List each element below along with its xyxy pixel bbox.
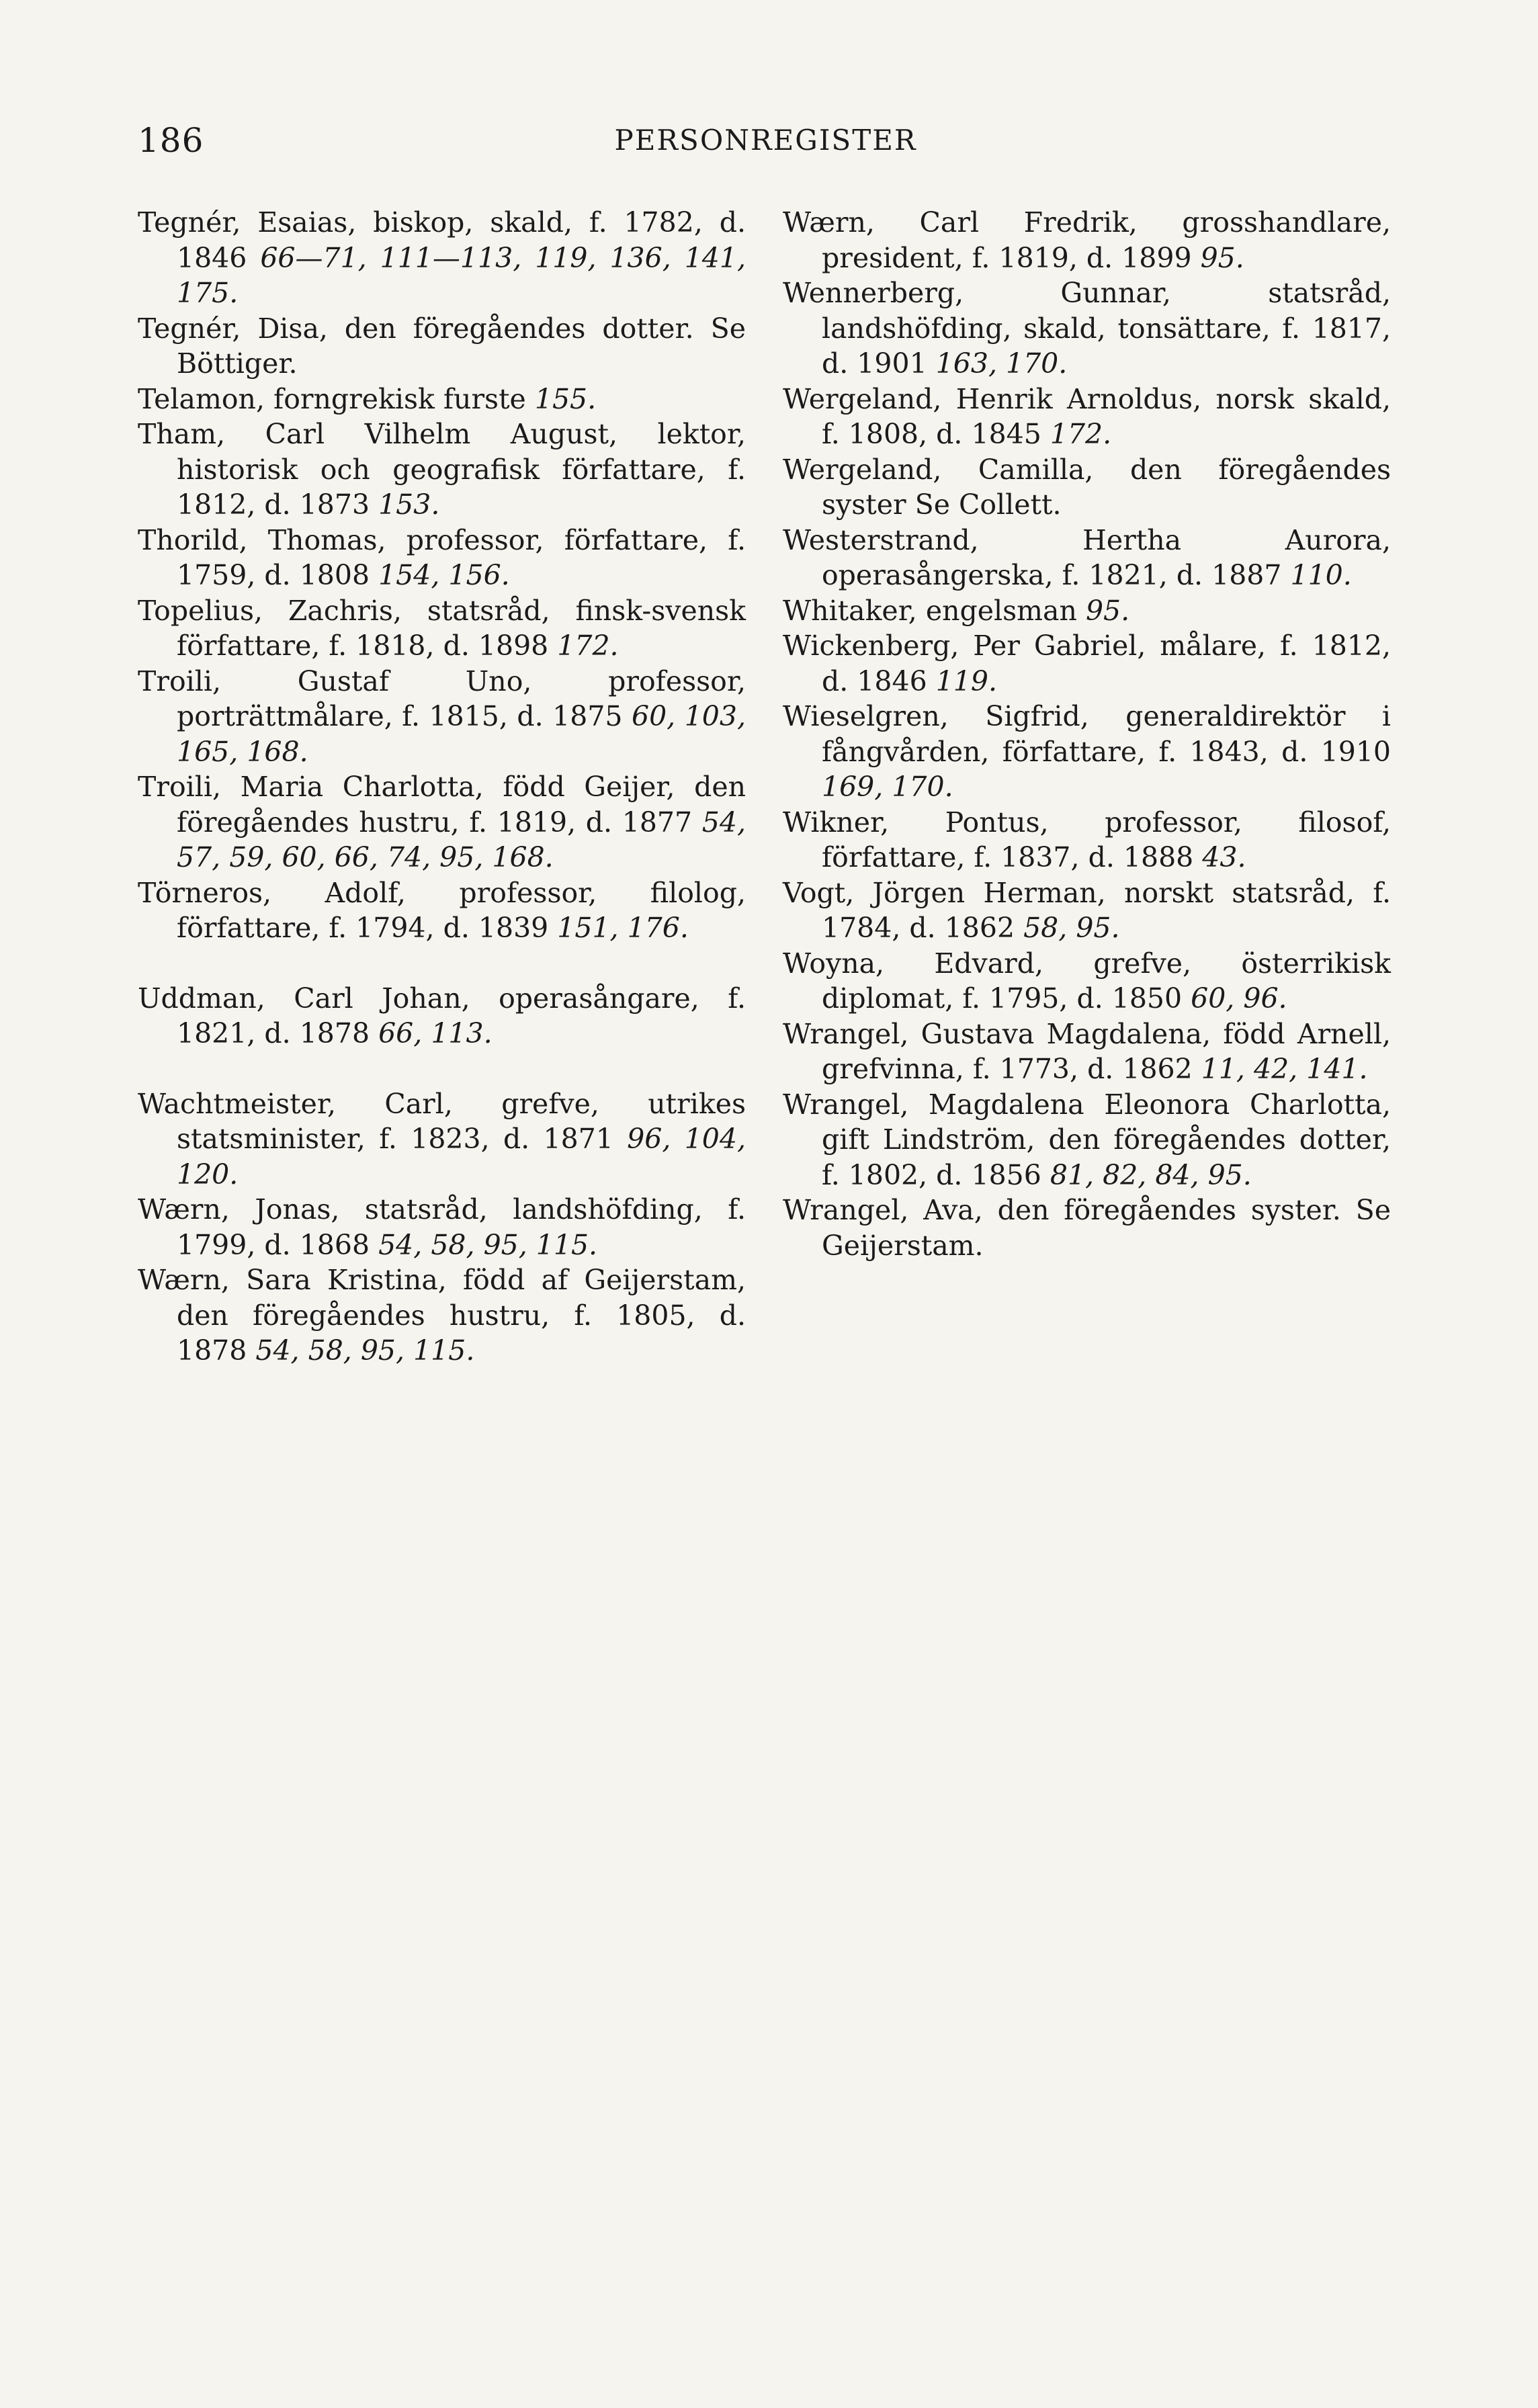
entry-text: Wærn, Jonas, statsråd, landshöfding, f. 1799, d. 1868 — [138, 1193, 746, 1261]
entry-text: Wrangel, Ava, den föregåendes syster. Se Geijerstam. — [783, 1194, 1391, 1262]
index-entry — [783, 452, 1391, 523]
index-entry — [783, 805, 1391, 875]
index-entry — [138, 523, 746, 593]
entry-text: Wrangel, Magdalena Eleonora Charlotta, gift Lindström, den föregåendes dotter, f. 1802, d. 1856 — [783, 1088, 1391, 1191]
index-entry — [783, 205, 1391, 275]
entry-text: Tegnér, Disa, den föregåendes dotter. Se Böttiger. — [138, 312, 746, 380]
index-entry — [138, 664, 746, 770]
entry-page-refs: 54, 58, 95, 115. — [255, 1334, 475, 1367]
entry-text: Tegnér, Esaias, biskop, skald, f. 1782, d. 1846 — [138, 206, 746, 274]
index-entry — [783, 593, 1391, 629]
entry-text: Troili, Gustaf Uno, professor, porträttmålare, f. 1815, d. 1875 — [138, 664, 746, 732]
entry-text: Wachtmeister, Carl, grefve, utrikes statsminister, f. 1823, d. 1871 — [138, 1087, 746, 1155]
entry-text: Whitaker, engelsman — [783, 594, 1086, 627]
entry-text: Westerstrand, Hertha Aurora, operasångerska, f. 1821, d. 1887 — [783, 523, 1391, 591]
entry-text: Uddman, Carl Johan, operasångare, f. 1821, d. 1878 — [138, 982, 746, 1049]
index-entry — [783, 1017, 1391, 1087]
entry-text: Wickenberg, Per Gabriel, målare, f. 1812, d. 1846 — [783, 630, 1391, 697]
index-entry — [138, 981, 746, 1051]
entry-page-refs: 163, 170. — [935, 347, 1068, 380]
index-entry — [783, 946, 1391, 1017]
entry-text: Wærn, Carl Fredrik, grosshandlare, president, f. 1819, d. 1899 — [783, 206, 1391, 274]
entry-text: Wergeland, Camilla, den föregåendes syster Se Collett. — [783, 453, 1391, 521]
index-column-left — [138, 205, 746, 1369]
entry-text: Tham, Carl Vilhelm August, lektor, historisk och geografisk författare, f. 1812, d. 1873 — [138, 418, 746, 521]
entry-text: Woyna, Edvard, grefve, österrikisk diplomat, f. 1795, d. 1850 — [783, 947, 1391, 1015]
index-entry — [138, 1192, 746, 1262]
index-entry — [138, 382, 746, 417]
entry-text: Vogt, Jörgen Herman, norskt statsråd, f. 1784, d. 1862 — [783, 876, 1391, 944]
entry-page-refs: 154, 156. — [378, 559, 510, 591]
entry-page-refs: 119. — [935, 664, 997, 697]
page-header — [138, 121, 1394, 168]
entry-text: Troili, Maria Charlotta, född Geijer, den föregåendes hustru, f. 1819, d. 1877 — [138, 771, 746, 838]
index-entry — [138, 417, 746, 523]
entry-text: Wennerberg, Gunnar, statsråd, landshöfding, skald, tonsättare, f. 1817, d. 1901 — [783, 277, 1391, 380]
entry-text: Topelius, Zachris, statsråd, finsk-svensk författare, f. 1818, d. 1898 — [138, 594, 746, 662]
index-entry — [783, 1193, 1391, 1263]
index-entry — [783, 1087, 1391, 1193]
entry-page-refs: 66, 113. — [378, 1017, 493, 1049]
index-entry — [138, 769, 746, 875]
index-entry — [138, 875, 746, 946]
entry-page-refs: 169, 170. — [822, 771, 953, 803]
index-entry — [783, 628, 1391, 699]
index-entry — [783, 523, 1391, 593]
entry-page-refs: 54, 58, 95, 115. — [378, 1228, 598, 1261]
index-entry — [783, 875, 1391, 946]
entry-page-refs: 95. — [1200, 241, 1244, 274]
entry-text: Wergeland, Henrik Arnoldus, norsk skald, f. 1808, d. 1845 — [783, 382, 1391, 450]
entry-page-refs: 60, 96. — [1191, 982, 1287, 1015]
entry-page-refs: 151, 176. — [557, 912, 689, 944]
index-entry — [783, 275, 1391, 382]
index-entry — [783, 382, 1391, 452]
entry-text: Wikner, Pontus, professor, filosof, författare, f. 1837, d. 1888 — [783, 806, 1391, 873]
entry-page-refs: 11, 42, 141. — [1201, 1053, 1368, 1085]
entry-page-refs: 96, 104, 120. — [177, 1123, 746, 1191]
index-entry — [138, 1086, 746, 1193]
entry-page-refs: 95. — [1085, 594, 1130, 627]
index-entry — [138, 1262, 746, 1369]
entry-text: Törneros, Adolf, professor, filolog, författare, f. 1794, d. 1839 — [138, 876, 746, 944]
entry-page-refs: 81, 82, 84, 95. — [1050, 1158, 1252, 1191]
index-column-right — [783, 205, 1391, 1263]
index-entry — [783, 699, 1391, 805]
entry-page-refs: 66—71, 111—113, 119, 136, 141, 175. — [177, 241, 746, 309]
index-entry — [138, 311, 746, 382]
entry-page-refs: 172. — [557, 630, 619, 662]
entry-text: Wrangel, Gustava Magdalena, född Arnell, grefvinna, f. 1773, d. 1862 — [783, 1017, 1391, 1085]
page-number: 186 — [138, 121, 204, 160]
entry-text: Thorild, Thomas, professor, författare, f. 1759, d. 1808 — [138, 523, 746, 591]
entry-page-refs: 172. — [1050, 418, 1112, 450]
entry-page-refs: 110. — [1290, 559, 1352, 591]
entry-text: Wærn, Sara Kristina, född af Geijerstam, den föregåendes hustru, f. 1805, d. 1878 — [138, 1264, 746, 1367]
index-entry — [138, 593, 746, 664]
index-entry — [138, 205, 746, 311]
running-head: PERSONREGISTER — [614, 124, 917, 157]
entry-page-refs: 54, 57, 59, 60, 66, 74, 95, 168. — [177, 806, 746, 873]
entry-page-refs: 43. — [1202, 841, 1246, 873]
entry-page-refs: 153. — [378, 488, 440, 521]
entry-text: Wieselgren, Sigfrid, generaldirektör i fångvården, författare, f. 1843, d. 1910 — [783, 700, 1391, 768]
entry-text: Telamon, forngrekisk furste — [138, 382, 535, 415]
entry-page-refs: 155. — [534, 382, 597, 415]
entry-page-refs: 60, 103, 165, 168. — [177, 700, 746, 768]
entry-page-refs: 58, 95. — [1023, 912, 1120, 944]
